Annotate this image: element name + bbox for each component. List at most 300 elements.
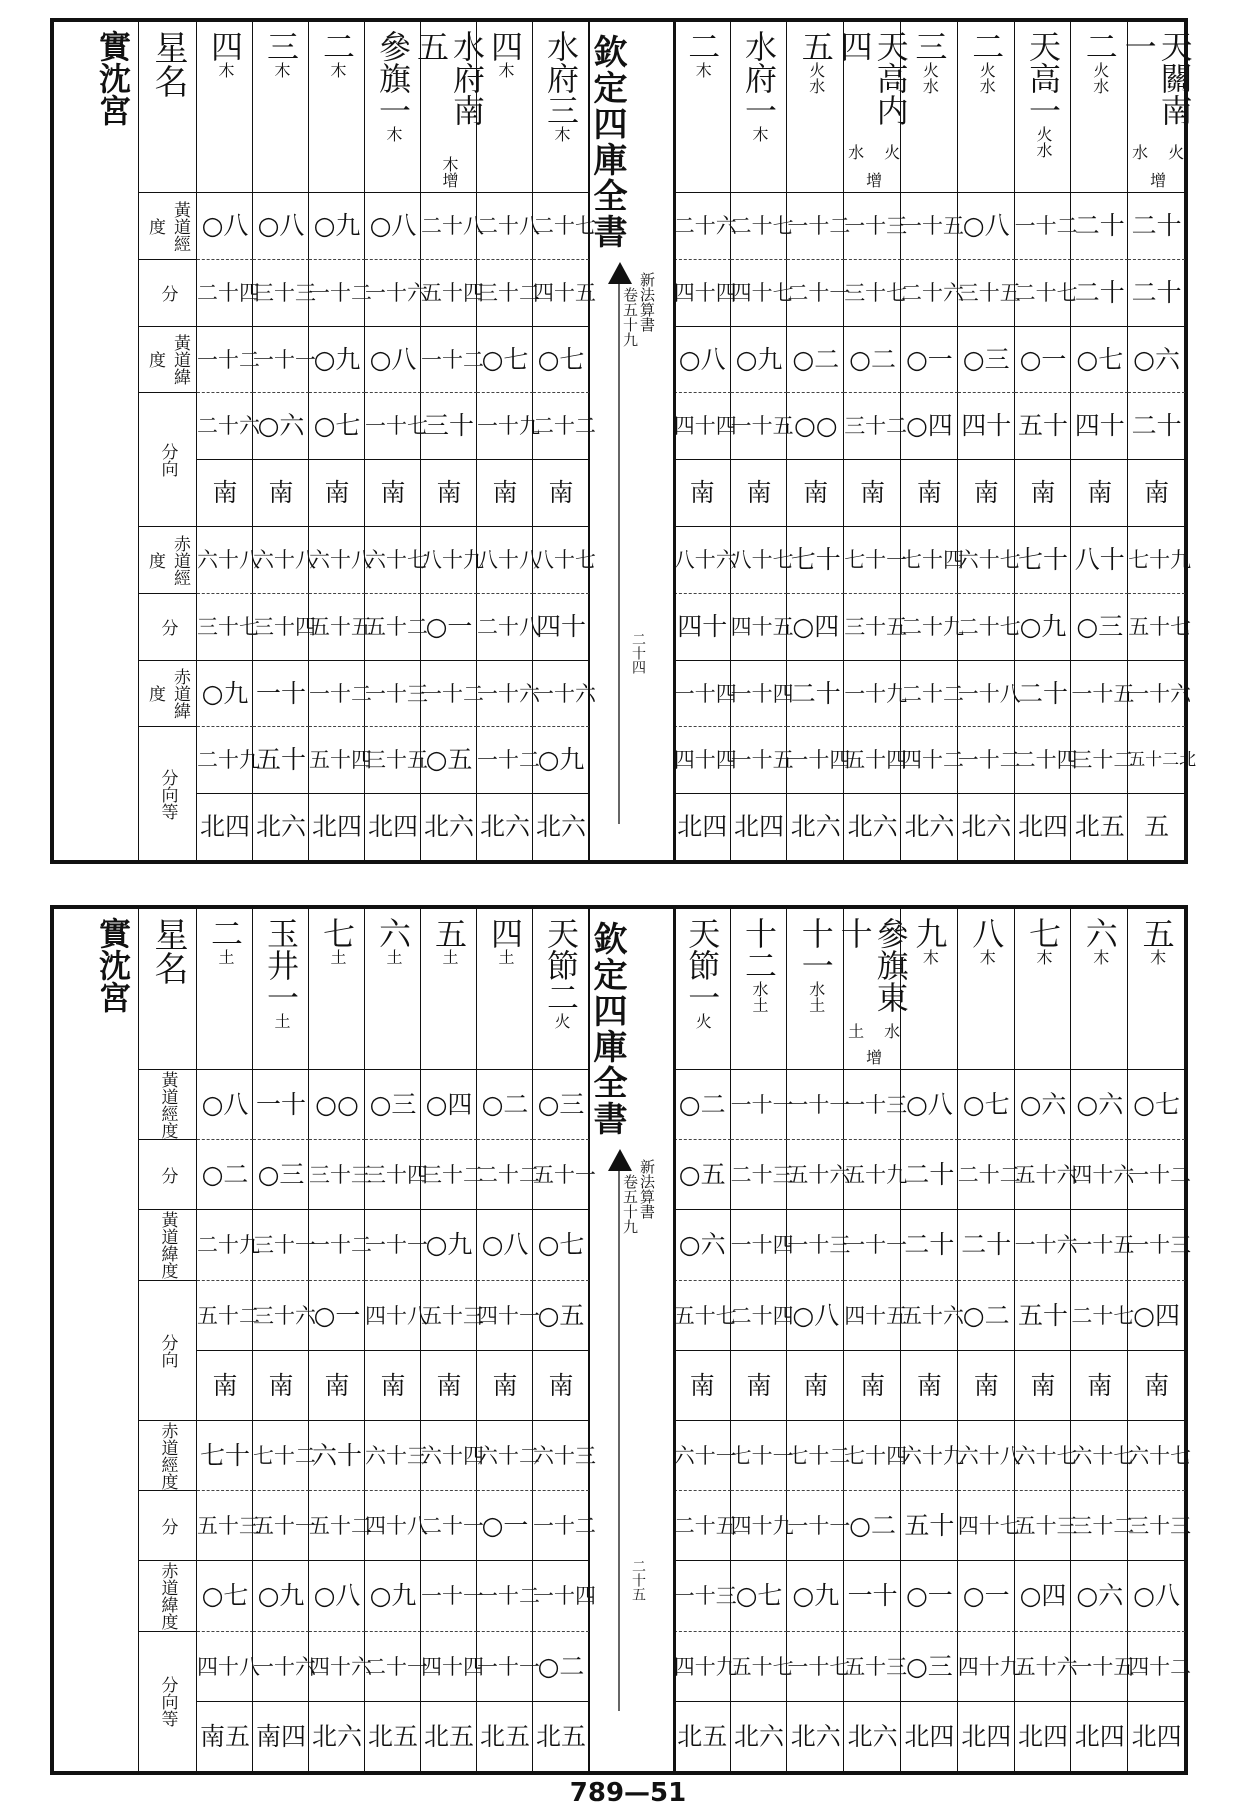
star-name [365,30,421,188]
table-cell: 三十四 [365,1139,421,1210]
star-column [196,909,260,1771]
table-cell: 二十 [787,660,844,728]
table-cell: ○二 [197,1139,253,1210]
table-cell: 三十二 [421,1139,477,1210]
table-cell: 一十二 [958,726,1015,794]
star-name [1071,30,1128,188]
star-column [957,22,1021,860]
table-cell: 五十三 [844,1631,901,1702]
star-column [196,22,260,860]
table-cell: 北五 [533,1701,589,1772]
star-name [787,30,844,188]
star-name-text: 天高一 [1024,30,1062,126]
header-label: 分向 [139,392,197,527]
table-cell: 一十四 [731,660,788,728]
volume-label: 卷五十九 [621,1174,639,1234]
table-cell: ○八 [365,192,421,260]
table-cell: 南 [958,1350,1015,1421]
star-name-text: 九 [910,917,949,949]
palace-name: 實沈宮 [94,30,132,126]
table-cell: 一十八 [958,660,1015,728]
table-cell: ○二 [674,1069,731,1140]
table-cell: ○七 [477,326,533,394]
star-name [731,30,788,188]
top-page [50,18,1197,864]
table-cell: 一十二 [421,326,477,394]
table-cell: 二十一 [787,259,844,327]
star-name [365,917,421,1065]
table-cell: ○九 [533,726,589,794]
table-cell: 南 [253,459,309,527]
table-cell: 八十九 [421,526,477,594]
header-label: 黃道緯度 [139,1209,197,1280]
table-cell: ○九 [421,1209,477,1280]
star-name-text: 水府三 [542,30,580,126]
table-cell: 四十七 [731,259,788,327]
star-column [1070,22,1135,860]
star-name [958,917,1015,1065]
star-name [674,30,731,188]
star-column [957,909,1021,1771]
table-cell: 南 [197,459,253,527]
table-cell: 四十 [958,392,1015,460]
table-cell: 二十九 [197,726,253,794]
table-cell: ○四 [1015,1560,1072,1631]
star-magnitude-tag: 木 [1147,949,1167,965]
table-cell: 南 [844,1350,901,1421]
table-cell: ○三 [901,1631,958,1702]
table-cell: 二十五 [674,1490,731,1561]
table-cell: 北六 [844,1701,901,1772]
table-cell: 五十五 [309,593,365,661]
star-column [364,22,428,860]
star-magnitude-tag: 木 [1090,949,1110,965]
table-cell: 一十五 [1071,660,1128,728]
table-cell: 五十三 [421,1280,477,1351]
star-magnitude-tag: 火水 [977,62,997,94]
table-cell: 七十九 [1128,526,1185,594]
star-magnitude-tag: 木 [552,126,571,142]
star-name-text: 參旗一 [374,30,412,126]
table-cell: 四十六 [309,1631,365,1702]
star-name [787,917,844,1065]
table-cell: ○二 [958,1280,1015,1351]
table-cell: 北六 [844,793,901,861]
table-cell: 五十四 [844,726,901,794]
table-cell: ○九 [787,1560,844,1631]
table-cell: 二十九 [197,1209,253,1280]
table-cell: 一十四 [731,1209,788,1280]
star-name-text: 三 [262,30,300,62]
table-cell: 四十四 [674,259,731,327]
table-cell: ○七 [1128,1069,1185,1140]
table-cell: 南四 [253,1701,309,1772]
star-name [835,917,910,1065]
star-magnitude-tag: 火 [693,1013,713,1029]
table-cell: 五 [1128,793,1185,861]
table-cell: 二十七 [1071,1280,1128,1351]
star-name [253,917,309,1065]
star-name-text: 天節一 [683,917,722,1013]
table-cell: ○五 [533,1280,589,1351]
table-cell: 北六 [787,1701,844,1772]
table-cell: 北四 [309,793,365,861]
table-cell: 二十三 [731,1139,788,1210]
bottom-spine [588,909,676,1771]
star-magnitude-tag: 火水 [1090,62,1110,94]
table-cell: 一十三 [1128,1209,1185,1280]
table-cell: 五十六 [1015,1139,1072,1210]
table-cell: 二十七 [958,593,1015,661]
star-column [835,909,910,1771]
table-cell: 七十四 [901,526,958,594]
star-name-text: 六 [374,917,412,949]
star-column [730,22,794,860]
table-cell: ○七 [958,1069,1015,1140]
table-cell: 一十七 [787,1631,844,1702]
star-magnitude-tag: 木 [328,62,347,78]
table-cell: 一十三 [844,1069,901,1140]
table-cell: 二十四 [1015,726,1072,794]
table-cell: 北四 [1128,1701,1185,1772]
table-cell: 三十 [421,392,477,460]
table-cell: 一十 [844,1560,901,1631]
table-cell: ○三 [1071,593,1128,661]
star-name [533,917,589,1065]
table-cell: 三十六 [253,1280,309,1351]
star-column [673,909,737,1771]
table-cell: 北四 [197,793,253,861]
table-cell: 二十四 [197,259,253,327]
table-cell: ○二 [844,1490,901,1561]
star-name [197,917,253,1065]
star-name-text: 天高内四 [835,30,910,126]
header-label: 黃道經度 [139,192,197,260]
table-cell: 六十八 [958,1420,1015,1491]
table-cell: ○二 [844,326,901,394]
table-cell: 六十三 [365,1420,421,1491]
header-label: 赤道經度 [139,526,197,594]
table-cell: 三十二 [1071,726,1128,794]
star-name-text: 五 [430,917,468,949]
table-cell: 三十五 [844,593,901,661]
table-cell: ○八 [197,1069,253,1140]
table-cell: 五十七 [674,1280,731,1351]
table-cell: 一十一 [787,1069,844,1140]
star-column [1014,909,1078,1771]
star-magnitude-tag: 木 [440,156,459,172]
header-label: 分向 [139,1280,197,1421]
table-cell: 一十三 [844,192,901,260]
table-cell: ○九 [309,192,365,260]
table-cell: 六十八 [253,526,309,594]
table-cell: 一十五 [731,726,788,794]
table-cell: 二十四 [731,1280,788,1351]
table-cell: 一十五 [901,192,958,260]
header-label: 分 [139,593,197,661]
star-column [900,909,964,1771]
table-cell: 二十 [1015,660,1072,728]
table-cell: 南 [477,459,533,527]
table-cell: 北六 [533,793,589,861]
table-cell: 三十二 [844,392,901,460]
table-cell: 四十八 [197,1631,253,1702]
table-cell: 二十八 [477,192,533,260]
table-cell: 四十五 [731,593,788,661]
table-cell: 三十五 [958,259,1015,327]
star-name-text: 二 [683,30,722,62]
table-cell: 四十五 [533,259,589,327]
table-cell: 一十二 [309,1209,365,1280]
table-cell: 五十二北 [1128,726,1185,794]
table-cell: 北四 [731,793,788,861]
table-cell: 南 [1071,459,1128,527]
star-name-text: 四 [486,917,524,949]
star-column [420,909,484,1771]
table-cell: ○○ [309,1069,365,1140]
table-cell: 一十九 [844,660,901,728]
table-cell: 六十七 [1015,1420,1072,1491]
book-name: 新法算書 [638,272,656,332]
star-name-text: 十一 [796,917,835,981]
book-title: 欽定四庫全書 [587,921,627,1137]
table-cell: 一十二 [533,1490,589,1561]
table-cell: ○六 [253,392,309,460]
table-cell: 南 [421,459,477,527]
table-cell: 四十四 [674,726,731,794]
table-cell: 一十一 [421,1560,477,1631]
table-cell: ○七 [533,326,589,394]
table-cell: 四十二 [1128,1631,1185,1702]
table-cell: ○八 [958,192,1015,260]
star-magnitude-tag: 土 [216,949,235,965]
table-cell: 五十四 [309,726,365,794]
table-cell: 二十 [1128,192,1185,260]
table-cell: 六十七 [365,526,421,594]
table-cell: 南 [844,459,901,527]
table-cell: 四十五 [844,1280,901,1351]
table-cell: ○一 [958,1560,1015,1631]
table-cell: 四十九 [958,1631,1015,1702]
star-column [1127,909,1192,1771]
header-label: 黃道緯度 [139,326,197,394]
table-cell: ○四 [787,593,844,661]
table-cell: 六十七 [1071,1420,1128,1491]
table-cell: 一十六 [477,660,533,728]
table-cell: 六十八 [197,526,253,594]
table-cell: 一十一 [731,1069,788,1140]
table-cell: ○九 [309,326,365,394]
table-cell: 八十八 [477,526,533,594]
star-magnitude-tag: 火水 [845,143,901,160]
table-cell: 三十三 [253,259,309,327]
table-cell: 北四 [1071,1701,1128,1772]
star-column [730,909,794,1771]
table-cell: 南 [731,459,788,527]
star-added-note: 增 [1147,172,1167,188]
book-name: 新法算書 [638,1159,656,1219]
table-cell: 一十三 [787,1209,844,1280]
star-name-text: 二 [206,917,244,949]
fishtail-mark [608,262,632,284]
star-column [786,22,851,860]
star-name-text: 天節二 [542,917,580,1013]
table-cell: ○八 [901,1069,958,1140]
table-cell: 五十六 [1015,1631,1072,1702]
star-column [252,909,316,1771]
table-cell: 南 [477,1350,533,1421]
table-cell: 八十 [1071,526,1128,594]
table-cell: 五十七 [1128,593,1185,661]
table-cell: 四十七 [958,1490,1015,1561]
table-cell: 南 [958,459,1015,527]
table-cell: 南 [901,1350,958,1421]
table-cell: 三十七 [844,259,901,327]
header-label: 分向等 [139,726,197,861]
table-cell: ○六 [1015,1069,1072,1140]
table-cell: 一十四 [674,660,731,728]
star-magnitude-tag: 木 [750,126,769,142]
table-cell: 五十二 [365,593,421,661]
table-cell: 六十一 [674,1420,731,1491]
star-magnitude-tag: 火 [552,1013,571,1029]
bottom-right-table [672,909,1192,1771]
table-cell: 四十四 [674,392,731,460]
table-cell: 一十二 [309,259,365,327]
star-magnitude-tag: 土 [496,949,515,965]
table-cell: 五十 [901,1490,958,1561]
top-spine [588,22,676,860]
star-name-text: 四 [206,30,244,62]
table-cell: 南 [674,459,731,527]
table-cell: ○八 [197,192,253,260]
header-label: 分 [139,1490,197,1561]
table-cell: 四十八 [365,1490,421,1561]
volume-label: 卷五十九 [621,287,639,347]
star-column [308,22,372,860]
table-cell: 一十五 [1071,1631,1128,1702]
star-name [1119,30,1194,188]
table-cell: 南 [1128,1350,1185,1421]
table-cell: 南 [787,1350,844,1421]
table-cell: 二十七 [1015,259,1072,327]
star-magnitude-tag: 土 [384,949,403,965]
table-cell: 一十四 [787,726,844,794]
table-cell: 二十 [901,1209,958,1280]
table-cell: 二十二 [958,1139,1015,1210]
star-name-text: 二 [967,30,1006,62]
star-name-text: 八 [967,917,1006,949]
star-column [1070,909,1135,1771]
star-added-note: 增 [863,172,883,188]
table-cell: ○八 [477,1209,533,1280]
table-cell: 五十二 [309,1490,365,1561]
star-name [412,30,486,188]
table-cell: ○八 [787,1280,844,1351]
star-column [532,909,596,1771]
star-name-text: 二 [318,30,356,62]
table-cell: 二十 [1128,392,1185,460]
star-added-note: 增 [863,1049,883,1065]
table-cell: 北五 [421,1701,477,1772]
table-cell: 二十一 [421,1490,477,1561]
table-cell: 南 [901,459,958,527]
table-cell: 南 [309,459,365,527]
table-cell: 一十四 [533,1560,589,1631]
table-cell: ○六 [1128,326,1185,394]
table-cell: 一十六 [533,660,589,728]
star-name [674,917,731,1065]
table-cell: 一十二 [1015,192,1072,260]
table-cell: 二十二 [533,392,589,460]
table-cell: 一十一 [787,1490,844,1561]
table-cell: 四十四 [421,1631,477,1702]
star-name [1015,30,1072,188]
table-cell: 二十一 [365,1631,421,1702]
table-cell: ○一 [477,1490,533,1561]
table-cell: 二十八 [477,593,533,661]
star-name [958,30,1015,188]
table-cell: 五十七 [731,1631,788,1702]
table-cell: ○四 [421,1069,477,1140]
table-cell: 南 [1015,1350,1072,1421]
page-number: 二十四 [630,632,646,674]
table-cell: 南 [1015,459,1072,527]
star-magnitude-tag: 火水 [806,62,826,94]
table-cell: 五十九 [844,1139,901,1210]
table-cell: ○八 [674,326,731,394]
table-cell: 六十八 [309,526,365,594]
table-cell: ○九 [731,326,788,394]
star-name [731,917,788,1065]
table-cell: 北四 [674,793,731,861]
table-cell: 五十二 [197,1280,253,1351]
table-cell: 四十二 [901,726,958,794]
star-column [252,22,316,860]
table-cell: 五十六 [901,1280,958,1351]
table-cell: 北六 [731,1701,788,1772]
table-cell: 二十 [1071,192,1128,260]
table-cell: 北六 [901,793,958,861]
table-cell: 北五 [674,1701,731,1772]
table-cell: 南 [1128,459,1185,527]
star-name [533,30,589,188]
spine-line [618,284,620,824]
table-cell: 六十七 [958,526,1015,594]
header-label: 分向等 [139,1631,197,1772]
star-column [364,909,428,1771]
table-cell: 七十二 [787,1420,844,1491]
table-cell: ○○ [787,392,844,460]
table-cell: 一十 [253,660,309,728]
bottom-left-table [54,909,596,1771]
table-cell: 二十七 [731,192,788,260]
star-name-text: 五 [796,30,835,62]
table-cell: 一十六 [365,259,421,327]
star-name [309,917,365,1065]
table-cell: 三十五 [365,726,421,794]
table-cell: 南 [731,1350,788,1421]
book-title: 欽定四庫全書 [587,34,627,250]
header-column [138,909,197,1771]
table-cell: 北四 [958,1701,1015,1772]
table-cell: 一十一 [253,326,309,394]
table-cell: 一十九 [477,392,533,460]
table-cell: 五十 [253,726,309,794]
bottom-page [50,905,1192,1775]
spine-line [618,1171,620,1711]
header-label: 赤道緯度 [139,1560,197,1631]
